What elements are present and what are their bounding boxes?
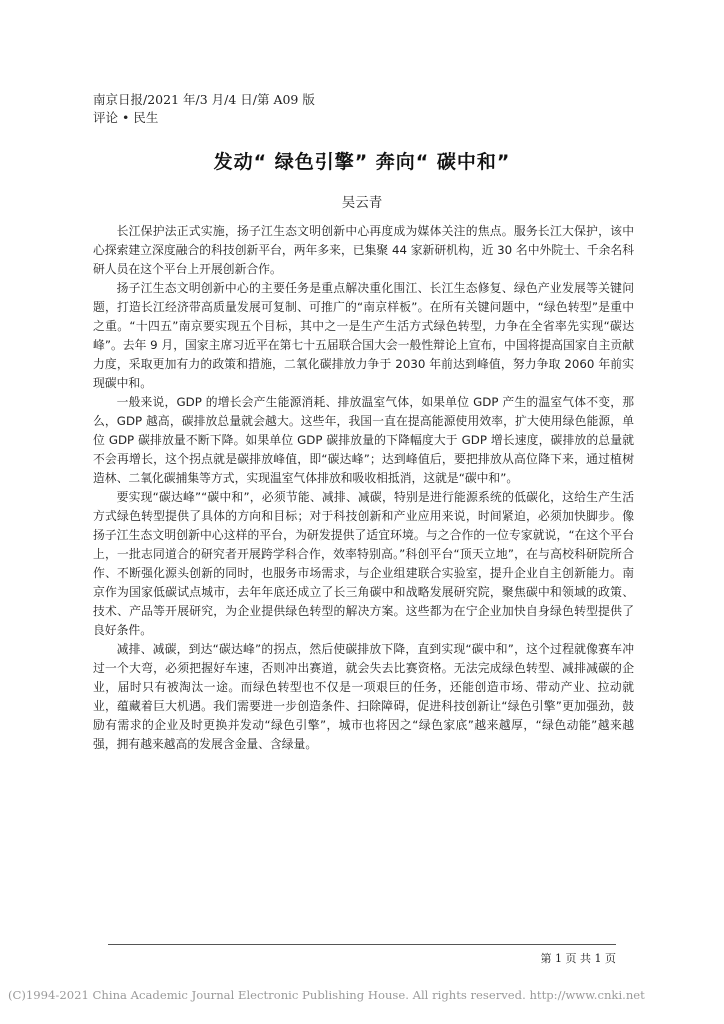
paragraph: 一般来说，GDP 的增长会产生能源消耗、排放温室气体，如果单位 GDP 产生的温室气体不变，那么，GDP 越高，碳排放总量就会越大。这些年，我国一直在提高能源使用效率，扩大使用绿色能源，单位 GDP 碳排放量不断下降。如果单位 GDP 碳排放量的下降幅度大于 GDP 增长速度，碳排放的总量就不会再增长，这个拐点就是碳排放峰值，即“碳达峰”；达到峰值后，要把排放从高位降下来，通过植树造林、二氧化碳捕集等方式，实现温室气体排放和吸收相抵消，这就是“碳中和”。 <box>93 395 634 485</box>
paragraph: 长江保护法正式实施，扬子江生态文明创新中心再度成为媒体关注的焦点。服务长江大保护，该中心探索建立深度融合的科技创新平台，两年多来，已集聚 44 家新研机构，近 30 名中外院士、千余名科研人员在这个平台上开展创新合作。 <box>93 224 634 276</box>
footer-divider <box>108 944 616 945</box>
copyright-watermark: (C)1994-2021 China Academic Journal Electronic Publishing House. All rights reserved. http://www.cnki.net <box>8 988 645 1002</box>
source-info <box>93 91 315 127</box>
page-number: 第 1 页 共 1 页 <box>540 952 616 965</box>
paragraph: 扬子江生态文明创新中心的主要任务是重点解决重化围江、长江生态修复、绿色产业发展等关键问题，打造长江经济带高质量发展可复制、可推广的“南京样板”。在所有关键问题中，“绿色转型”是重中之重。“十四五”南京要实现五个目标，其中之一是生产生活方式绿色转型，力争在全省率先实现“碳达峰”。去年 9 月，国家主席习近平在第七十五届联合国大会一般性辩论上宣布，中国将提高国家自主贡献力度，采取更加有力的政策和措施，二氧化碳排放力争于 2030 年前达到峰值，努力争取 2060 年前实现碳中和。 <box>93 281 634 390</box>
paragraph: 减排、减碳，到达“碳达峰”的拐点，然后使碳排放下降，直到实现“碳中和”，这个过程就像赛车冲过一个大弯，必须把握好车速，否则冲出赛道，就会失去比赛资格。无法完成绿色转型、减排减碳的企业，届时只有被淘汰一途。而绿色转型也不仅是一项艰巨的任务，还能创造市场、带动产业、拉动就业，蕴藏着巨大机遇。我们需要进一步创造条件、扫除障碍，促进科技创新让“绿色引擎”更加强劲，鼓励有需求的企业及时更换并发动“绿色引擎”，城市也将因之“绿色家底”越来越厚，“绿色动能”越来越强，拥有越来越高的发展含金量、含绿量。 <box>93 642 634 751</box>
article-author: 吴云青 <box>341 195 383 211</box>
article-body <box>93 222 634 754</box>
paragraph: 要实现“碳达峰”“碳中和”，必须节能、减排、减碳，特别是进行能源系统的低碳化，这给生产生活方式绿色转型提供了具体的方向和目标；对于科技创新和产业应用来说，时间紧迫，必须加快脚步。像扬子江生态文明创新中心这样的平台，为研发提供了适宜环境。与之合作的一位专家就说，“在这个平台上，一批志同道合的研究者开展跨学科合作，效率特别高。”科创平台“顶天立地”，在与高校科研院所合作、不断强化源头创新的同时，也服务市场需求，与企业组建联合实验室，提升企业自主创新能力。南京作为国家低碳试点城市，去年年底还成立了长三角碳中和战略发展研究院，聚焦碳中和领域的政策、技术、产品等开展研究，为企业提供绿色转型的解决方案。这些都为在宁企业加快自身绿色转型提供了良好条件。 <box>93 490 634 637</box>
source-section: 评论 • 民生 <box>93 110 159 125</box>
article-title: 发动“ 绿色引擎” 奔向“ 碳中和” <box>213 151 511 173</box>
source-publication: 南京日报/2021 年/3 月/4 日/第 A09 版 <box>93 92 315 107</box>
